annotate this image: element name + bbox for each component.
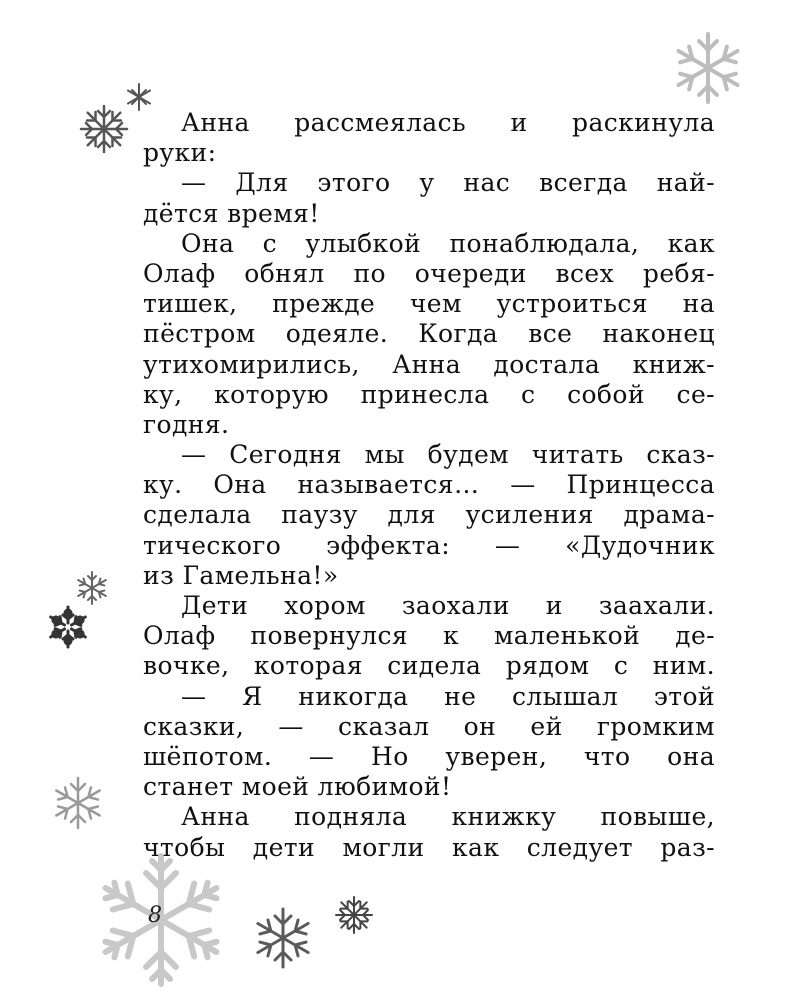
- snowflake-icon: [44, 603, 92, 651]
- text-line: шёпотом. — Но уверен, что она: [143, 741, 715, 771]
- text-line: сказки, — сказал он ей громким: [143, 711, 715, 741]
- text-line: Олаф обнял по очереди всех ребя-: [143, 258, 715, 288]
- text-line: Анна рассмеялась и раскинула: [181, 108, 715, 137]
- text-line: вочке, которая сидела рядом с ним.: [143, 651, 715, 681]
- page-number: 8: [148, 903, 162, 928]
- text-line: Дети хором заохали и заахали.: [181, 591, 715, 620]
- text-line: Олаф повернулся к маленькой де-: [143, 621, 715, 651]
- text-line: пёстром одеяле. Когда все наконец: [143, 319, 715, 349]
- text-line: тического эффекта: — «Дудочник: [143, 530, 715, 560]
- text-line: — Для этого у нас всегда най-: [181, 168, 715, 198]
- text-line: Анна подняла книжку повыше,: [181, 802, 715, 832]
- snowflake-icon: [50, 775, 106, 831]
- snowflake-icon: [250, 905, 316, 971]
- text-line: — Я никогда не слышал этой: [181, 681, 715, 711]
- snowflake-icon: [74, 570, 110, 606]
- text-line: годня.: [143, 409, 230, 439]
- snowflake-icon: [334, 895, 374, 935]
- text-line: станет моей любимой!: [143, 772, 452, 802]
- text-line: ку. Она называется… — Принцесса: [143, 470, 715, 500]
- text-line: утихомирились, Анна достала книж-: [143, 349, 715, 379]
- text-line: руки:: [143, 138, 217, 168]
- snowflake-icon: [668, 28, 748, 108]
- text-line: чтобы дети могли как следует раз-: [143, 832, 715, 862]
- text-line: тишек, прежде чем устроиться на: [143, 289, 715, 319]
- body-text: [143, 108, 715, 863]
- text-line: сделала паузу для усиления драма-: [143, 500, 715, 530]
- text-line: Она с улыбкой понаблюдала, как: [181, 228, 715, 258]
- text-line: — Сегодня мы будем читать сказ-: [181, 440, 715, 470]
- text-line: ку, которую принесла с собой се-: [143, 379, 715, 409]
- snowflake-icon: [78, 103, 130, 155]
- text-line: из Гамельна!»: [143, 560, 339, 590]
- text-line: дётся время!: [143, 198, 320, 228]
